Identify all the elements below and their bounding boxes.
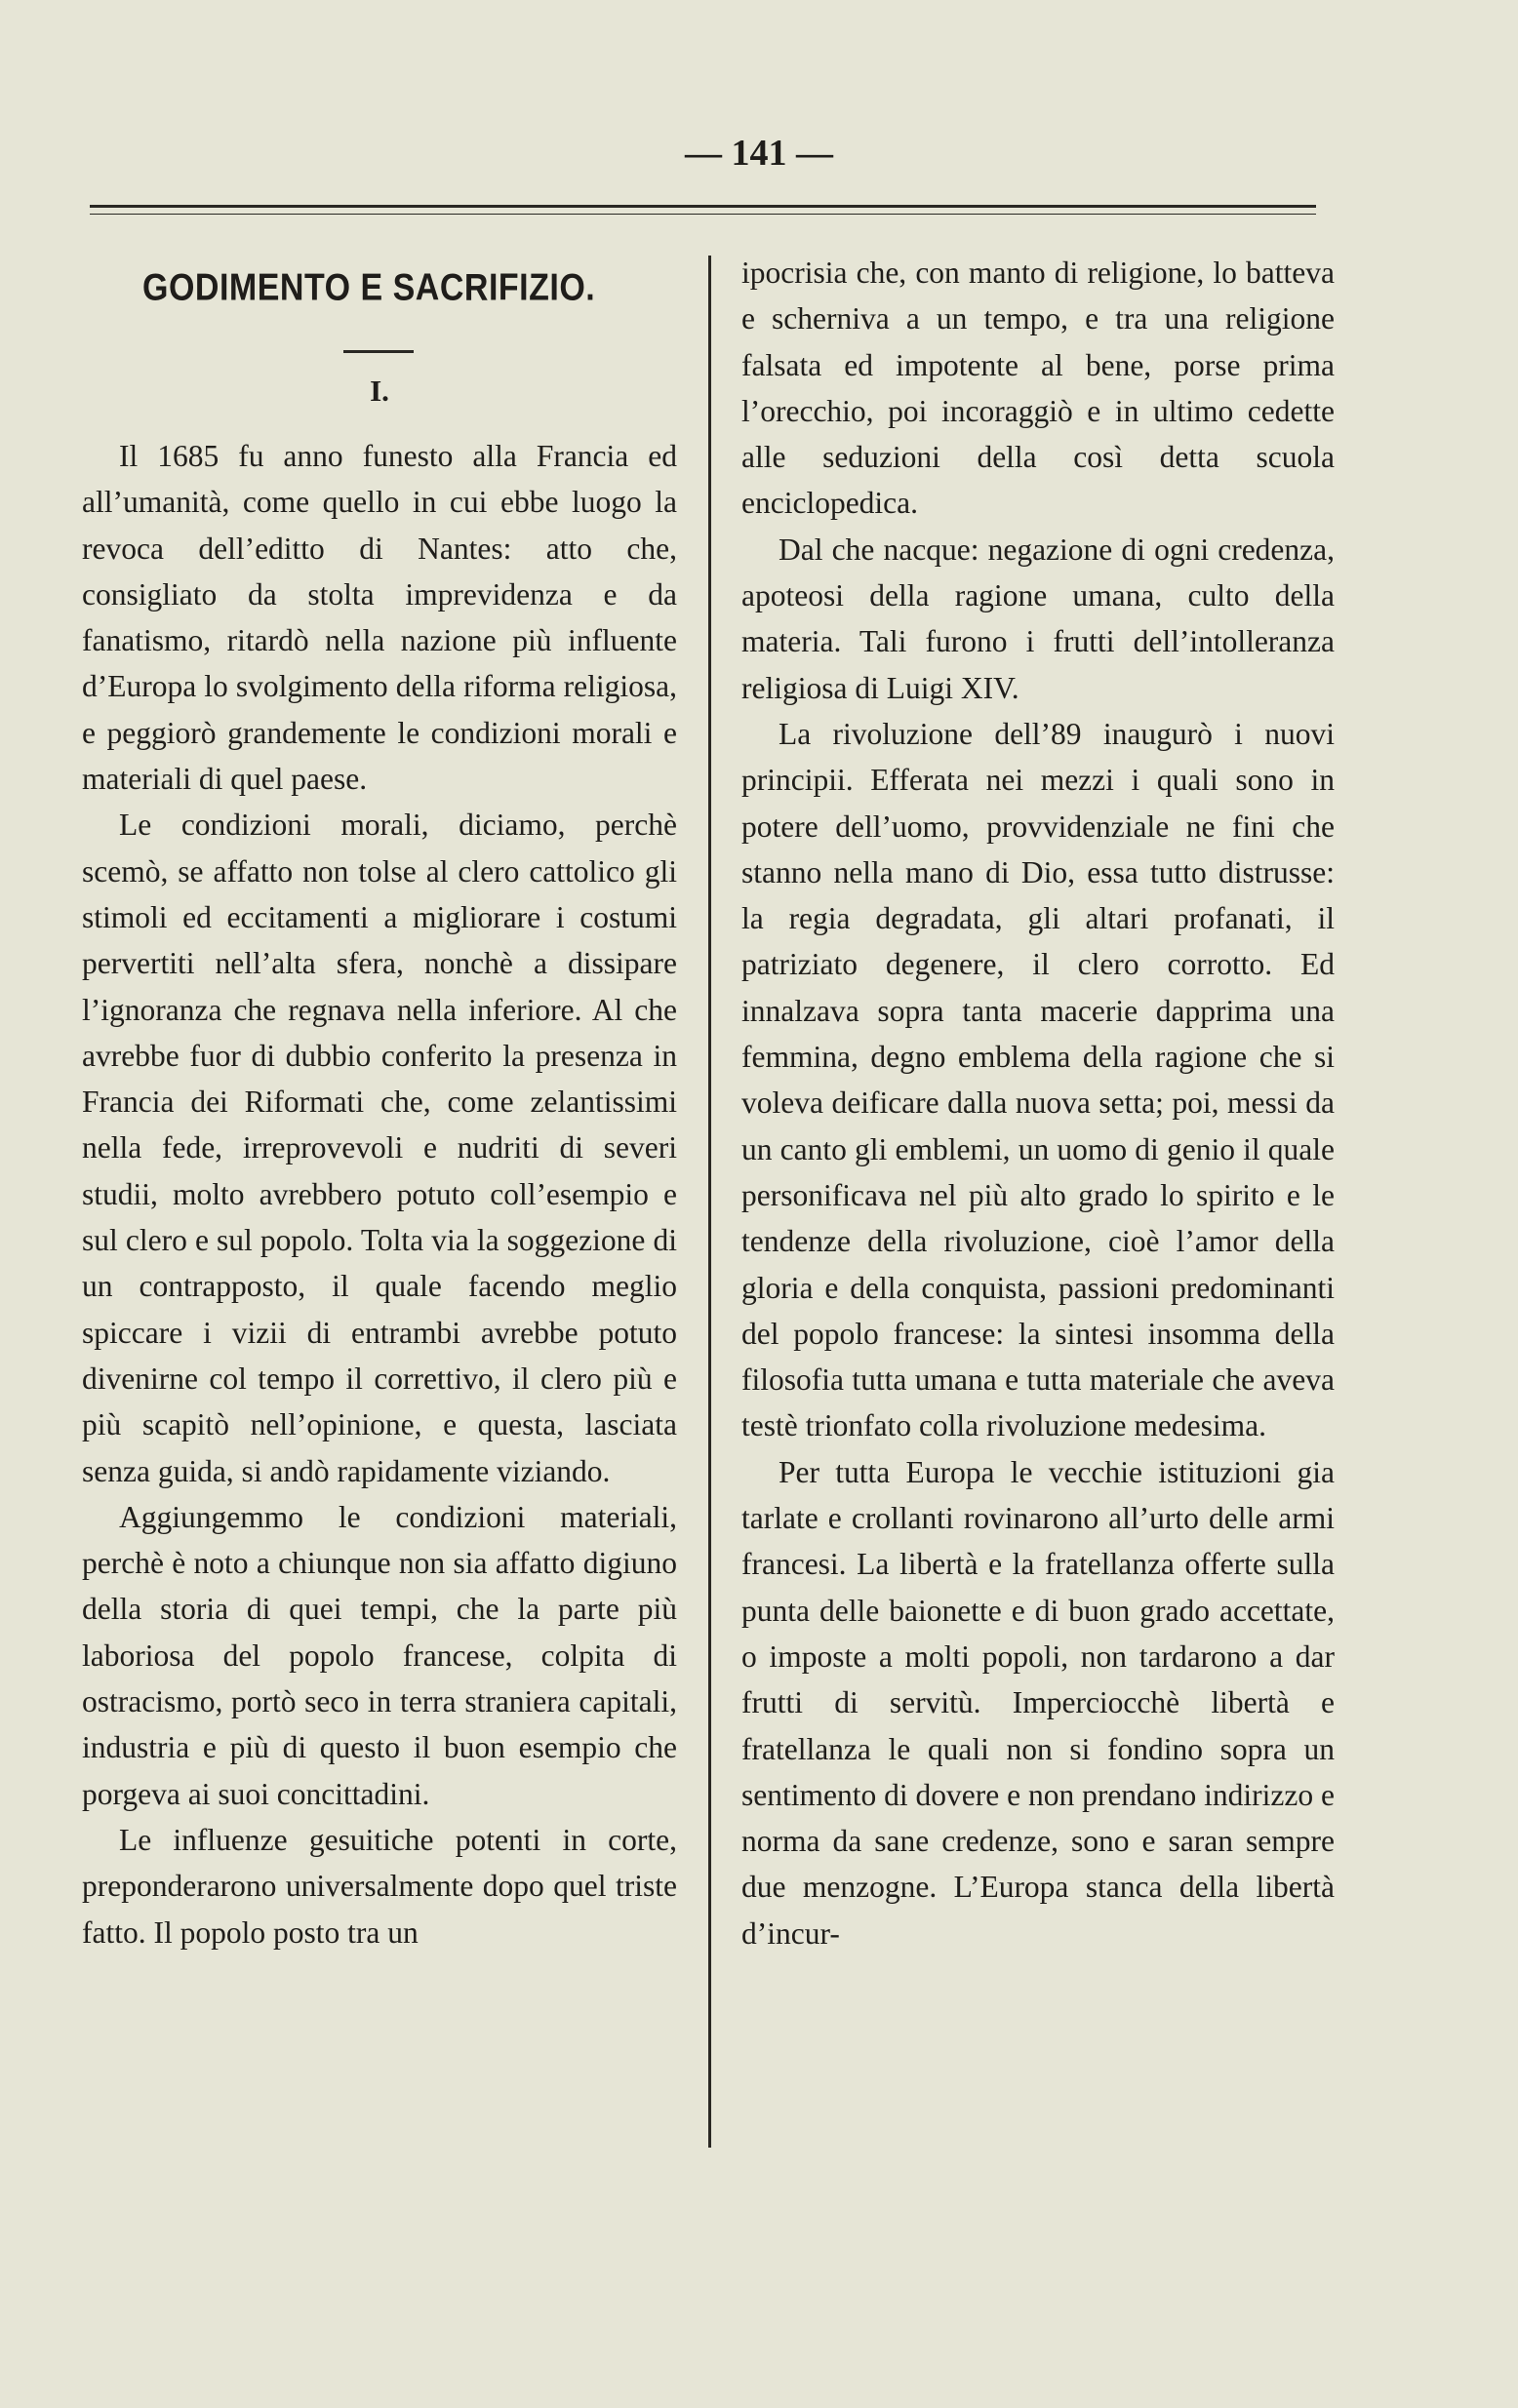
paragraph: Per tutta Europa le vecchie istituzioni gia tarlate e crollanti rovinarono all’urto delle armi francesi. La libertà e la fratellanza offerte sulla punta delle baionette e di buon grado accettate, o imposte a molti popoli, non tardarono a dar frutti di servitù. Imperciocchè libertà e fratellanza le quali non si fondino sopra un sentimento di dovere e non prendano indirizzo e norma da sane credenze, sono e saran sempre due menzogne. L’Europa stanca della libertà d’incur- (741, 1454, 1335, 1951)
left-column (82, 249, 677, 1955)
paragraph: Le condizioni morali, diciamo, perchè scemò, se affatto non tolse al clero cattolico gli stimoli ed eccitamenti a migliorare i costumi pervertiti nell’alta sfera, nonchè a dissipare l’ignoranza che regnava nella inferiore. Al che avrebbe fuor di dubbio conferito la presenza in Francia dei Riformati che, come zelantissimi nella fede, irreprovevoli e nudriti di severi studii, molto avrebbero potuto coll’esempio e sul clero e sul popolo. Tolta via la soggezione di un contrapposto, il quale facendo meglio spiccare i vizii di entrambi avrebbe potuto divenirne col tempo il correttivo, il clero più e più scapitò nell’opinione, e questa, lasciata senza guida, si andò rapidamente viziando. (82, 808, 677, 1488)
paragraph: Aggiungemmo le condizioni materiali, perchè è noto a chiunque non sia affatto digiuno della storia di quei tempi, che la parte più laboriosa del popolo francese, colpita di ostracismo, portò seco in terra straniera capitali, industria e più di questo il buon esempio che porgeva ai suoi concittadini. (82, 1499, 677, 1811)
paragraph: Dal che nacque: negazione di ogni credenza, apoteosi della ragione umana, culto della materia. Tali furono i frutti dell’intolleranza religiosa di Luigi XIV. (741, 532, 1335, 705)
header-rule (90, 205, 1316, 215)
right-column (741, 250, 1335, 1956)
paragraph: Le influenze gesuitiche potenti in corte, preponderarono universalmente dopo quel triste fatto. Il popolo posto tra un (82, 1822, 677, 1950)
paragraph: Il 1685 fu anno funesto alla Francia ed all’umanità, come quello in cui ebbe luogo la revoca dell’editto di Nantes: atto che, consigliato da stolta imprevidenza e da fanatismo, ritardò nella nazione più influente d’Europa lo svolgimento della riforma religiosa, e peggiorò grandemente le condizioni morali e materiali di quel paese. (82, 439, 677, 797)
paragraph: ipocrisia che, con manto di religione, lo batteva e scherniva a un tempo, e tra una religione falsata ed impotente al bene, porse prima l’orecchio, poi incoraggiò e in ultimo cedette alle seduzioni della così detta scuola enciclopedica. (741, 256, 1335, 521)
title-rule (343, 350, 414, 353)
chapter-title: GODIMENTO E SACRIFIZIO. (142, 265, 596, 309)
column-divider (708, 256, 711, 2148)
page-number: — 141 — (685, 133, 833, 174)
section-number: I. (370, 374, 389, 408)
paragraph: La rivoluzione dell’89 inaugurò i nuovi principii. Efferata nei mezzi i quali sono in potere dell’uomo, provvidenziale ne fini che stanno nella mano di Dio, essa tutto distrusse: la regia degradata, gli altari profanati, il patriziato degenere, il clero corrotto. Ed innalzava sopra tanta macerie dapprima una femmina, degno emblema della ragione che si voleva deificare dalla nuova setta; poi, messi da un canto gli emblemi, un uomo di genio il quale personificava nel più alto grado lo spirito e le tendenze della rivoluzione, cioè l’amor della gloria e della conquista, passioni predominanti del popolo francese: la sintesi insomma della filosofia tutta umana e tutta materiale che aveva testè trionfato colla rivoluzione medesima. (741, 716, 1335, 1443)
